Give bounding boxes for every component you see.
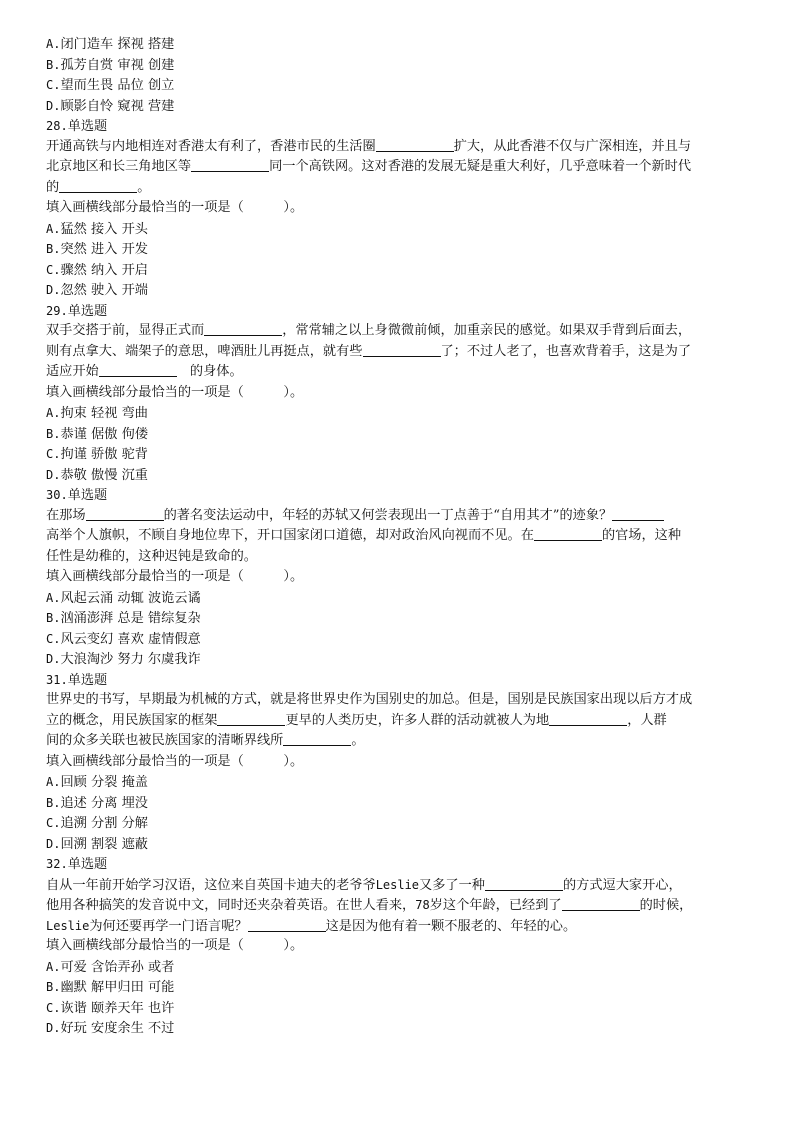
option-c: C.拘谨 骄傲 驼背 <box>46 447 148 462</box>
answer-blank <box>562 896 640 911</box>
question-header: 30.单选题 <box>46 488 108 503</box>
option-d: D.大浪淘沙 努力 尔虞我诈 <box>46 652 201 667</box>
option-b: B.汹涌澎湃 总是 错综复杂 <box>46 611 201 626</box>
answer-blank <box>363 342 441 357</box>
question-stem-line: 他用各种搞笑的发音说中文，同时还夹杂着英语。在世人看来，78岁这个年龄，已经到了 的时候， <box>46 898 693 913</box>
question-header: 28.单选题 <box>46 119 108 134</box>
question-stem-line: 自从一年前开始学习汉语，这位来自英国卡迪夫的老爷爷Leslie又多了一种 的方式逗大家开心， <box>46 877 682 893</box>
question-stem-line: 高举个人旗帜，不顾自身地位卑下，开口国家闭口道德，却对政治风向视而不见。在 的官场，这种 <box>46 528 682 543</box>
option-d: D.恭敬 傲慢 沉重 <box>46 467 148 483</box>
answer-blank <box>534 526 602 541</box>
answer-blank <box>376 137 454 152</box>
option-a: A.闭门造车 探视 搭建 <box>46 37 175 52</box>
question-stem-line: 北京地区和长三角地区等 同一个高铁网。这对香港的发展无疑是重大利好，几乎意味着一个新时代 <box>46 159 692 174</box>
question-header: 32.单选题 <box>46 857 108 872</box>
option-b: B.突然 进入 开发 <box>46 242 148 257</box>
answer-blank <box>204 321 282 336</box>
answer-blank <box>283 731 351 746</box>
option-d: D.忽然 驶入 开端 <box>46 283 148 298</box>
option-b: B.追述 分离 埋没 <box>46 795 148 811</box>
answer-blank <box>217 711 285 726</box>
question-stem-line: 的 。 <box>46 179 151 195</box>
question-stem-line: 在那场 的著名变法运动中，年轻的苏轼又何尝表现出一丁点善于“自用其才”的迹象？ <box>46 506 758 527</box>
option-b: B.恭谨 倨傲 佝偻 <box>46 426 148 442</box>
option-a: A.风起云涌 动辄 波诡云谲 <box>46 590 201 606</box>
answer-blank <box>612 506 664 521</box>
option-c: C.望而生畏 品位 创立 <box>46 78 175 93</box>
option-c: C.诙谐 颐养天年 也许 <box>46 1000 175 1016</box>
question-stem-line: 开通高铁与内地相连对香港太有利了，香港市民的生活圈 扩大，从此香港不仅与广深相连，并且与 <box>46 138 692 154</box>
option-c: C.风云变幻 喜欢 虚情假意 <box>46 631 201 647</box>
question-stem-line: 任性是幼稚的，这种迟钝是致命的。 <box>46 548 257 564</box>
answer-blank <box>549 711 627 726</box>
question-stem-line: 立的概念，用民族国家的框架 更早的人类历史，许多人群的活动就被人为地 ，人群 <box>46 712 667 728</box>
answer-blank <box>191 157 269 172</box>
question-stem-line: 则有点拿大、端架子的意思，啤酒肚儿再挺点，就有些 了；不过人老了，也喜欢背着手，这是为了 <box>46 343 692 359</box>
question-prompt: 填入画横线部分最恰当的一项是（ ）。 <box>46 753 304 769</box>
option-a: A.可爱 含饴弄孙 或者 <box>46 959 175 975</box>
answer-blank <box>59 178 137 193</box>
question-prompt: 填入画横线部分最恰当的一项是（ ）。 <box>46 938 304 953</box>
answer-blank <box>248 917 326 932</box>
question-stem-line: 适应开始 的身体。 <box>46 364 243 379</box>
option-b: B.幽默 解甲归田 可能 <box>46 980 175 995</box>
option-a: A.猛然 接入 开头 <box>46 221 148 237</box>
answer-blank <box>99 362 177 377</box>
option-b: B.孤芳自赏 审视 创建 <box>46 57 175 73</box>
question-stem-line: 双手交搭于前，显得正式而 ，常常辅之以上身微微前倾，加重亲民的感觉。如果双手背到后面去， <box>46 323 692 338</box>
question-header: 29.单选题 <box>46 303 108 319</box>
answer-blank <box>86 506 164 521</box>
option-d: D.顾影自怜 窥视 营建 <box>46 98 175 114</box>
exam-page <box>46 34 758 1039</box>
question-prompt: 填入画横线部分最恰当的一项是（ ）。 <box>46 569 304 584</box>
option-a: A.拘束 轻视 弯曲 <box>46 406 148 421</box>
question-stem-line: Leslie为何还要再学一门语言呢？ 这是因为他有着一颗不服老的、年轻的心。 <box>46 918 577 934</box>
question-stem-line: 世界史的书写，早期最为机械的方式，就是将世界史作为国别史的加总。但是，国别是民族国家出现以后方才成 <box>46 692 693 707</box>
question-prompt: 填入画横线部分最恰当的一项是（ ）。 <box>46 200 304 215</box>
question-prompt: 填入画横线部分最恰当的一项是（ ）。 <box>46 384 304 400</box>
option-d: D.好玩 安度余生 不过 <box>46 1021 175 1036</box>
option-d: D.回溯 割裂 遮蔽 <box>46 836 148 852</box>
option-c: C.骤然 纳入 开启 <box>46 262 148 278</box>
option-c: C.追溯 分割 分解 <box>46 816 148 831</box>
option-a: A.回顾 分裂 掩盖 <box>46 775 148 790</box>
answer-blank <box>485 876 563 891</box>
question-stem-line: 间的众多关联也被民族国家的清晰界线所 。 <box>46 733 365 748</box>
question-header: 31.单选题 <box>46 672 108 688</box>
